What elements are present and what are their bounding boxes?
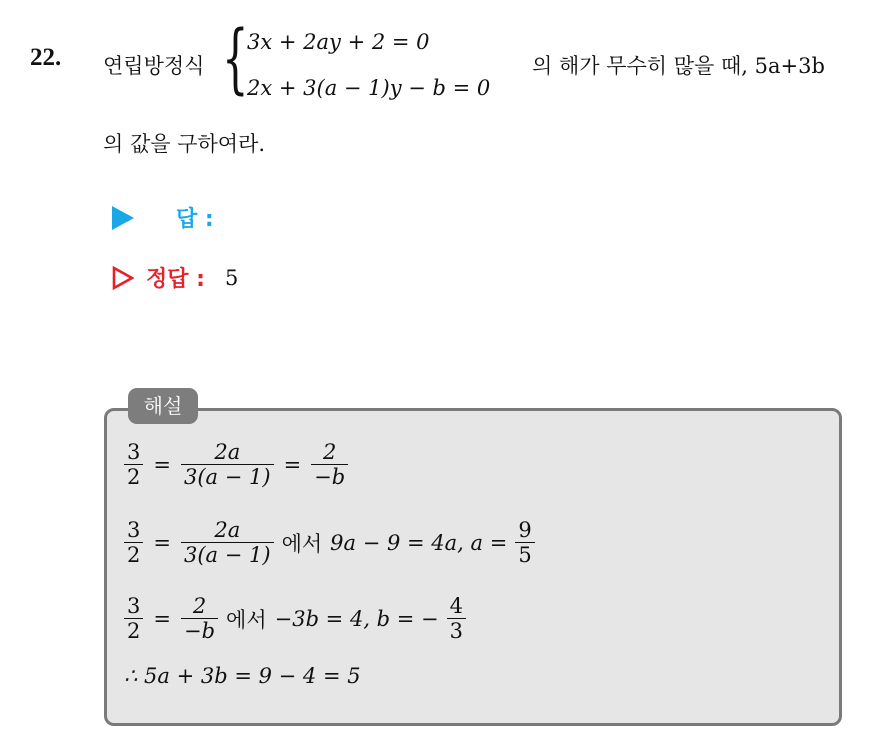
outline-triangle-icon [112, 266, 134, 290]
fraction-numerator: 2 [323, 440, 337, 464]
fraction-denominator: −b [181, 618, 218, 643]
fraction-denominator: 2 [124, 542, 143, 567]
correct-answer-row [112, 262, 238, 293]
fraction [311, 440, 348, 489]
fraction [181, 440, 274, 489]
fraction-denominator: −b [311, 464, 348, 489]
question-tail-text: 의 해가 무수히 많을 때, 5a+3b [532, 54, 825, 78]
solution-tab-label: 해설 [128, 388, 198, 424]
equals-sign: = [153, 530, 171, 555]
filled-triangle-icon [112, 206, 134, 230]
fraction [124, 594, 143, 643]
question-tail-line2: 의 값을 구하여라. [103, 132, 266, 156]
fraction-numerator: 2a [214, 440, 241, 464]
solution-conclusion: ∴ 5a + 3b = 9 − 4 = 5 [124, 664, 361, 688]
equation-2: 2x + 3(a − 1)y − b = 0 [247, 76, 491, 100]
question-lead-text: 연립방정식 [103, 54, 205, 78]
fraction-denominator: 2 [124, 618, 143, 643]
fraction-numerator: 9 [518, 518, 532, 542]
fraction-numerator: 3 [127, 518, 141, 542]
solution-line-3 [124, 594, 466, 643]
equals-sign: = [153, 452, 171, 477]
fraction [124, 440, 143, 489]
fraction [181, 518, 274, 567]
answer-row[interactable] [112, 202, 226, 233]
solution-math: 9a − 9 = 4a, a = [330, 530, 508, 555]
fraction-denominator: 3(a − 1) [181, 464, 274, 489]
solution-math: −3b = 4, b = − [274, 606, 439, 631]
fraction [181, 594, 218, 643]
equals-sign: = [153, 606, 171, 631]
fraction-numerator: 4 [449, 594, 464, 618]
fraction-denominator: 2 [124, 464, 143, 489]
equation-1: 3x + 2ay + 2 = 0 [247, 30, 430, 54]
fraction-denominator: 3 [447, 618, 466, 643]
answer-label: 답 : [176, 207, 214, 232]
fraction [515, 518, 534, 567]
solution-connector-text: 에서 [281, 531, 323, 556]
fraction-numerator: 2 [192, 594, 207, 618]
fraction-denominator: 5 [515, 542, 534, 567]
fraction-numerator: 3 [127, 440, 141, 464]
correct-answer-label: 정답 : [146, 267, 205, 292]
solution-line-1 [124, 440, 348, 489]
fraction-numerator: 3 [127, 594, 141, 618]
question-number: 22. [30, 44, 62, 71]
solution-connector-text: 에서 [226, 607, 267, 632]
correct-answer-value: 5 [224, 265, 239, 290]
fraction [124, 518, 143, 567]
fraction-numerator: 2a [214, 518, 241, 542]
solution-line-2 [124, 518, 535, 567]
system-brace: { [222, 13, 249, 102]
fraction-denominator: 3(a − 1) [181, 542, 274, 567]
equals-sign: = [283, 452, 302, 477]
fraction [447, 594, 466, 643]
